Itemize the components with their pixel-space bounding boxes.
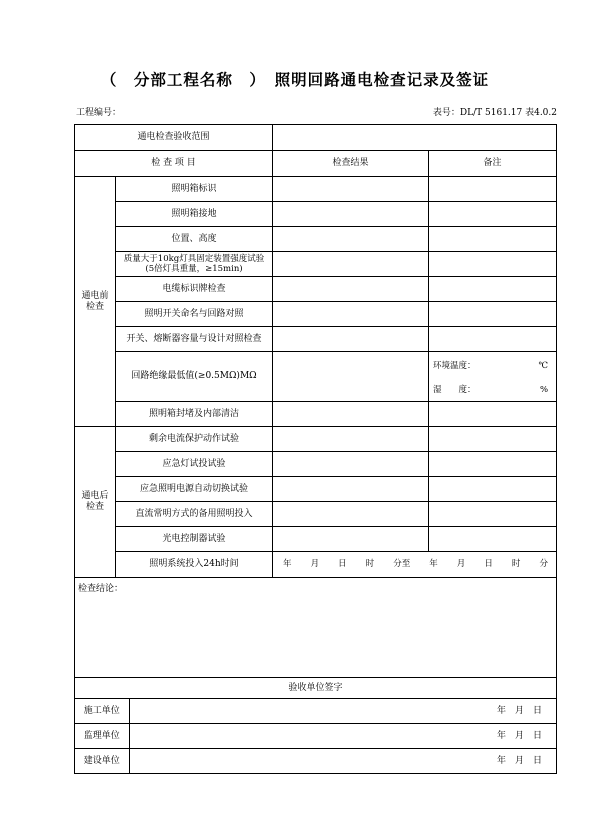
result-cell[interactable] <box>273 352 429 402</box>
conclusion-cell[interactable] <box>75 578 557 678</box>
sign-date-owner[interactable]: 年 月 日 <box>497 755 543 766</box>
result-cell[interactable] <box>273 177 429 202</box>
sign-date-construction[interactable]: 年 月 日 <box>497 705 543 716</box>
check-item: 照明系统投入24h时间 <box>116 552 273 578</box>
temperature-unit: ℃ <box>538 361 549 371</box>
environment-cell[interactable] <box>429 352 557 402</box>
time-range-cell[interactable] <box>273 552 557 578</box>
check-item: 直流常明方式的备用照明投入 <box>116 502 273 527</box>
remark-cell[interactable] <box>429 202 557 227</box>
result-cell[interactable] <box>273 477 429 502</box>
check-item: 回路绝缘最低值(≥0.5MΩ)MΩ <box>116 352 273 402</box>
time-range: 年 月 日 时 分至 年 月 日 时 分 <box>283 559 548 569</box>
remark-cell[interactable] <box>429 527 557 552</box>
remark-cell[interactable] <box>429 502 557 527</box>
form-number: 表号：DL/T 5161.17 表4.0.2 <box>432 108 557 118</box>
remark-cell[interactable] <box>429 452 557 477</box>
check-item: 开关、熔断器容量与设计对照检查 <box>116 327 273 352</box>
table-row <box>75 452 557 477</box>
result-cell[interactable] <box>273 527 429 552</box>
category-before: 通电前 检查 <box>75 177 116 427</box>
sign-row <box>75 749 557 774</box>
result-cell[interactable] <box>273 202 429 227</box>
check-item: 电缆标识牌检查 <box>116 277 273 302</box>
check-item: 应急灯试投试验 <box>116 452 273 477</box>
remark-cell[interactable] <box>429 427 557 452</box>
sign-date-supervision[interactable]: 年 月 日 <box>497 730 543 741</box>
table-row <box>75 227 557 252</box>
result-cell[interactable] <box>273 427 429 452</box>
table-row <box>75 352 557 402</box>
result-cell[interactable] <box>273 327 429 352</box>
conclusion-row <box>75 578 557 678</box>
check-item: 照明箱接地 <box>116 202 273 227</box>
header-row <box>75 151 557 177</box>
check-item: 剩余电流保护动作试验 <box>116 427 273 452</box>
table-row <box>75 277 557 302</box>
header-remark: 备注 <box>429 151 557 177</box>
table-row <box>75 252 557 277</box>
table-row <box>75 327 557 352</box>
remark-cell[interactable] <box>429 477 557 502</box>
unit-label: 监理单位 <box>75 724 129 748</box>
table-row <box>75 402 557 427</box>
check-item-two-line: 质量大于10kg灯具固定装置强度试验 (5倍灯具重量，≥15min) <box>116 252 273 277</box>
check-item: 照明箱封堵及内部清洁 <box>116 402 273 427</box>
check-item: 位置、高度 <box>116 227 273 252</box>
result-cell[interactable] <box>273 402 429 427</box>
unit-label: 建设单位 <box>75 749 129 773</box>
category-after: 通电后 检查 <box>75 427 116 578</box>
table-row <box>75 527 557 552</box>
result-cell[interactable] <box>273 277 429 302</box>
humidity-label: 湿 度： <box>433 385 476 395</box>
result-cell[interactable] <box>273 502 429 527</box>
scope-value-cell[interactable] <box>273 125 557 151</box>
sign-row <box>75 699 557 724</box>
conclusion-label: 检查结论： <box>78 584 124 594</box>
scope-label: 通电检查验收范围 <box>75 125 273 151</box>
inspection-table <box>74 124 557 774</box>
table-row <box>75 477 557 502</box>
check-item: 照明箱标识 <box>116 177 273 202</box>
table-row <box>75 302 557 327</box>
project-number-label: 工程编号： <box>76 108 122 118</box>
table-row <box>75 552 557 578</box>
check-item: 光电控制器试验 <box>116 527 273 552</box>
temperature-label: 环境温度： <box>433 361 476 371</box>
table-row <box>75 177 557 202</box>
check-item: 照明开关命名与回路对照 <box>116 302 273 327</box>
remark-cell[interactable] <box>429 227 557 252</box>
remark-cell[interactable] <box>429 327 557 352</box>
table-row <box>75 427 557 452</box>
scope-row <box>75 125 557 151</box>
table-row <box>75 502 557 527</box>
result-cell[interactable] <box>273 227 429 252</box>
remark-cell[interactable] <box>429 252 557 277</box>
table-row <box>75 202 557 227</box>
header-item: 检 查 项 目 <box>75 151 273 177</box>
humidity-unit: % <box>539 385 549 395</box>
sign-row <box>75 724 557 749</box>
remark-cell[interactable] <box>429 177 557 202</box>
sign-header: 验收单位签字 <box>75 678 557 699</box>
sign-header-row <box>75 678 557 699</box>
header-result: 检查结果 <box>273 151 429 177</box>
result-cell[interactable] <box>273 452 429 477</box>
check-item: 应急照明电源自动切换试验 <box>116 477 273 502</box>
unit-label: 施工单位 <box>75 699 129 723</box>
result-cell[interactable] <box>273 302 429 327</box>
form-title: （ 分部工程名称 ） 照明回路通电检查记录及签证 <box>100 71 490 89</box>
remark-cell[interactable] <box>429 302 557 327</box>
remark-cell[interactable] <box>429 402 557 427</box>
remark-cell[interactable] <box>429 277 557 302</box>
result-cell[interactable] <box>273 252 429 277</box>
